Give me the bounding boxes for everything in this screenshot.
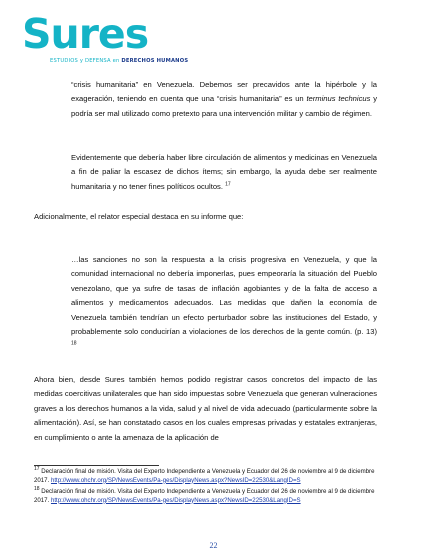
quote-1-text-after: y podría ser mal utilizado como pretexto para una intervención militar y cambio de régimen. <box>71 94 377 118</box>
quote-2-text: Evidentemente que debería haber libre circulación de alimentos y medicinas en Venezuela a fin de paliar la escasez de dichos ítems; sin embargo, la ayuda debe ser realmente humanitaria y no tener fines políticos ocultos. <box>71 153 377 191</box>
body-paragraph: Ahora bien, desde Sures también hemos podido registrar casos concretos del impacto de las medidas coercitivas unilaterales que han sido impuestas sobre Venezuela que generan vulneraciones graves a los derechos humanos a la vida, salud y al nivel de vida adecuado (particularmente sobre la alimentación). Así, se han constatado casos en los cuales empresas privadas y estatales extranjeras, en cumplimiento o ante la amenaza de la aplicación de <box>34 375 377 442</box>
block-quote <box>71 253 377 354</box>
logo-tagline-part2: DERECHOS HUMANOS <box>121 58 189 64</box>
block-quote-text: …las sanciones no son la respuesta a la crisis progresiva en Venezuela, y que la comunidad internacional no debería imponerlas, pues empeoraría la situación del Pueblo venezolano, que ya sufre de tasas de inflación agobiantes y de la falta de acceso a alimentos y medicamentos adecuados. Las medidas que dañen la economía de Venezuela también tendrían un efecto perturbador sobre las instituciones del Estado, y probablemente solo conducirían a violaciones de los derechos de la gente común. (p. 13) <box>71 255 377 337</box>
page-number: 22 <box>209 541 218 550</box>
footnote-divider <box>34 465 159 466</box>
footnote-text: Declaración final de misión. Visita del Experto Independiente a Venezuela y Ecuador del 26 de noviembre al 9 de diciembre 2017. <box>34 468 375 484</box>
footnote-18 <box>34 485 380 505</box>
footnote-link[interactable]: http://www.ohchr.org/SP/NewsEvents/Pa-ges/DisplayNews.aspx?NewsID=22530&LangID=S <box>50 496 301 504</box>
footnote-number: 18 <box>34 485 40 492</box>
logo-tagline <box>50 58 188 64</box>
quote-1-emphasis: terminus technicus <box>306 94 371 104</box>
footnote-link[interactable]: http://www.ohchr.org/SP/NewsEvents/Pa-ges/DisplayNews.aspx?NewsID=22530&LangID=S <box>50 476 301 484</box>
footnote-number: 17 <box>34 465 40 472</box>
quote-paragraph-2 <box>71 151 377 194</box>
quote-1-text-before: “crisis humanitaria” en Venezuela. Debemos ser precavidos ante la hipérbole y la exageración, teniendo en cuenta que una “crisis humanitaria” es un <box>71 80 377 104</box>
intro-paragraph: Adicionalmente, el relator especial destaca en su informe que: <box>34 212 244 221</box>
footnote-17 <box>34 465 380 485</box>
logo-tagline-part1: ESTUDIOS y DEFENSA en <box>50 58 122 64</box>
footnote-ref-18[interactable]: 18 <box>71 340 77 347</box>
logo-wordmark: Sures <box>22 10 149 58</box>
quote-paragraph-1 <box>71 78 377 121</box>
footnote-text: Declaración final de misión. Visita del Experto Independiente a Venezuela y Ecuador del 26 de noviembre al 9 de diciembre 2017. <box>34 488 375 504</box>
sures-logo <box>22 10 189 68</box>
footnote-ref-17[interactable]: 17 <box>225 181 231 188</box>
